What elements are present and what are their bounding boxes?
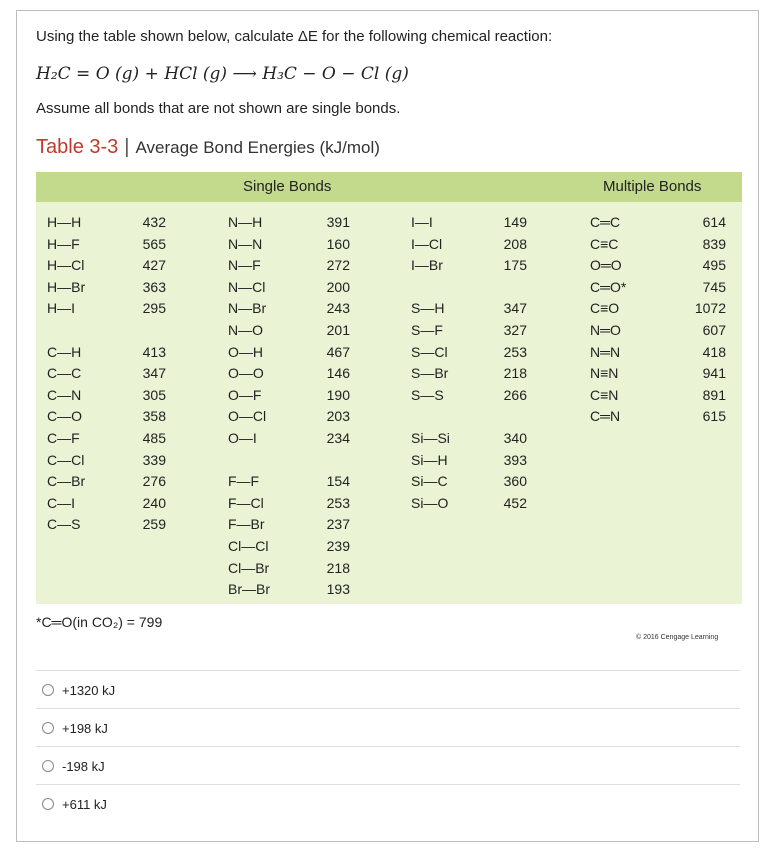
answer-option-1[interactable]: [36, 670, 740, 709]
bond-energy: 208: [503, 235, 527, 252]
bond-label: S—S: [411, 386, 444, 403]
option-label: +198 kJ: [62, 720, 108, 736]
bond-energy: 243: [326, 300, 350, 317]
title-divider: |: [124, 136, 130, 158]
bond-energy: 193: [326, 581, 350, 598]
bond-label: Si—H: [411, 451, 448, 468]
answer-option-4[interactable]: [36, 784, 740, 823]
bond-label: N—Cl: [228, 278, 266, 295]
bond-energy: 201: [326, 322, 350, 338]
bond-label: C≡N: [590, 386, 619, 403]
bond-energy: 360: [503, 473, 527, 490]
bond-label: C═N: [590, 408, 621, 425]
bond-label: Br—Br: [228, 581, 270, 598]
bond-energy: 418: [702, 343, 726, 360]
bond-label: H—Cl: [47, 257, 85, 274]
bond-label: Si—O: [411, 494, 449, 511]
bond-energy: 432: [142, 214, 166, 230]
bond-label: F—Br: [228, 516, 265, 533]
table-footnote: *C═O(in CO₂) = 799: [36, 614, 163, 630]
bond-energy: 218: [326, 559, 350, 576]
bond-label: O—Cl: [228, 408, 267, 425]
bond-energy: 452: [503, 494, 527, 511]
bond-label: Cl—Cl: [228, 538, 269, 554]
bond-energy: 327: [503, 322, 527, 338]
bond-energy: 239: [326, 538, 350, 554]
table-title: [36, 136, 380, 159]
bond-label: Si—C: [411, 473, 448, 490]
bond-label: H—I: [47, 300, 75, 317]
bond-energy: 175: [503, 257, 527, 274]
bond-label: I—Cl: [411, 235, 443, 252]
bond-label: N—Br: [228, 300, 267, 317]
bond-energy: 427: [142, 257, 166, 274]
bond-label: O—I: [228, 430, 257, 446]
bond-energy: 393: [503, 451, 527, 468]
option-label: +611 kJ: [62, 796, 107, 812]
bond-energy: 839: [702, 235, 726, 252]
bond-label: S—F: [411, 322, 443, 338]
bond-label: H—H: [47, 214, 82, 230]
bond-label: C—F: [47, 430, 80, 446]
bond-label: N═N: [590, 343, 621, 360]
bond-label: O—H: [228, 343, 263, 360]
bond-energy: 266: [503, 386, 527, 403]
bond-energy: 340: [503, 430, 527, 446]
bond-energy: 358: [142, 408, 166, 425]
table-name: Average Bond Energies (kJ/mol): [135, 138, 380, 157]
bond-energy: 485: [142, 430, 166, 446]
bond-energy: 190: [326, 386, 350, 403]
bond-label: C—H: [47, 343, 82, 360]
answer-option-2[interactable]: [36, 708, 740, 747]
bond-energy: 363: [142, 278, 166, 295]
bond-energy: 565: [142, 235, 166, 252]
bond-energy: 276: [142, 473, 166, 490]
bond-energy: 347: [142, 365, 166, 382]
bond-label: C—I: [47, 494, 75, 511]
bond-label: C═O*: [590, 278, 627, 295]
bond-label: Si—Si: [411, 430, 450, 446]
bond-energy: 941: [702, 365, 726, 382]
radio-button[interactable]: [42, 722, 54, 734]
bond-energy: 391: [326, 214, 350, 230]
bond-label: N—O: [228, 322, 263, 338]
bond-energy: 160: [326, 235, 350, 252]
bond-label: C—O: [47, 408, 82, 425]
bond-label: N—N: [228, 235, 263, 252]
reaction-equation: H₂C = O (g) + HCl (g) ⟶ H₃C − O − Cl (g): [36, 64, 409, 84]
bond-label: H—F: [47, 235, 80, 252]
bond-energy: 1072: [694, 300, 726, 317]
bond-energy: 614: [702, 214, 726, 230]
bond-energy: 253: [503, 343, 527, 360]
bond-label: O—O: [228, 365, 264, 382]
bond-energy: 272: [326, 257, 350, 274]
bond-label: S—H: [411, 300, 445, 317]
single-bonds-header: Single Bonds: [243, 178, 332, 195]
bond-label: O—F: [228, 386, 262, 403]
bond-energy: 607: [702, 322, 726, 338]
bond-energy: 305: [142, 386, 166, 403]
table-number: Table 3-3: [36, 136, 119, 158]
bond-label: C≡C: [590, 235, 619, 252]
bond-label: I—Br: [411, 257, 443, 274]
radio-button[interactable]: [42, 798, 54, 810]
bond-energy: 218: [503, 365, 527, 382]
radio-button[interactable]: [42, 684, 54, 696]
bond-label: C═C: [590, 214, 621, 230]
bond-energy: 259: [142, 516, 166, 533]
option-label: -198 kJ: [62, 758, 105, 774]
bond-energy: 253: [326, 494, 350, 511]
bond-label: C—N: [47, 386, 82, 403]
bond-energy: 237: [326, 516, 350, 533]
bond-energy: 891: [702, 386, 726, 403]
bond-energy: 154: [326, 473, 350, 490]
bond-energy: 467: [326, 343, 350, 360]
bond-label: O═O: [590, 257, 622, 274]
bond-energy: 234: [326, 430, 350, 446]
bond-label: I—I: [411, 214, 433, 230]
bond-energy: 495: [702, 257, 726, 274]
bond-label: F—Cl: [228, 494, 264, 511]
answer-option-3[interactable]: [36, 746, 740, 785]
bond-label: N≡N: [590, 365, 619, 382]
bond-label: F—F: [228, 473, 260, 490]
bond-energy: 203: [326, 408, 350, 425]
multiple-bonds-header: Multiple Bonds: [603, 178, 702, 195]
bond-energy: 146: [326, 365, 350, 382]
bond-energy: 200: [326, 278, 350, 295]
bond-energy: 615: [702, 408, 726, 425]
bond-label: S—Br: [411, 365, 449, 382]
bond-label: N—H: [228, 214, 263, 230]
bond-energy: 413: [142, 343, 166, 360]
bond-label: C—C: [47, 365, 82, 382]
option-label: +1320 kJ: [62, 682, 116, 698]
bond-energy: 295: [142, 300, 166, 317]
bond-energy: 149: [503, 214, 527, 230]
bond-label: C≡O: [590, 300, 620, 317]
question-text: Using the table shown below, calculate ΔE for the following chemical reaction:: [36, 28, 553, 45]
bond-energy: 339: [142, 451, 166, 468]
bond-label: H—Br: [47, 278, 86, 295]
bond-label: C—S: [47, 516, 81, 533]
bond-energy: 745: [702, 278, 726, 295]
assumption-text: Assume all bonds that are not shown are single bonds.: [36, 100, 401, 117]
bond-label: N═O: [590, 322, 621, 338]
copyright-notice: © 2016 Cengage Learning: [636, 634, 719, 641]
bond-label: N—F: [228, 257, 261, 274]
bond-label: Cl—Br: [228, 559, 270, 576]
radio-button[interactable]: [42, 760, 54, 772]
bond-energy: 347: [503, 300, 527, 317]
bond-energy: 240: [142, 494, 166, 511]
bond-label: C—Cl: [47, 451, 85, 468]
bond-label: S—Cl: [411, 343, 448, 360]
bond-label: C—Br: [47, 473, 86, 490]
